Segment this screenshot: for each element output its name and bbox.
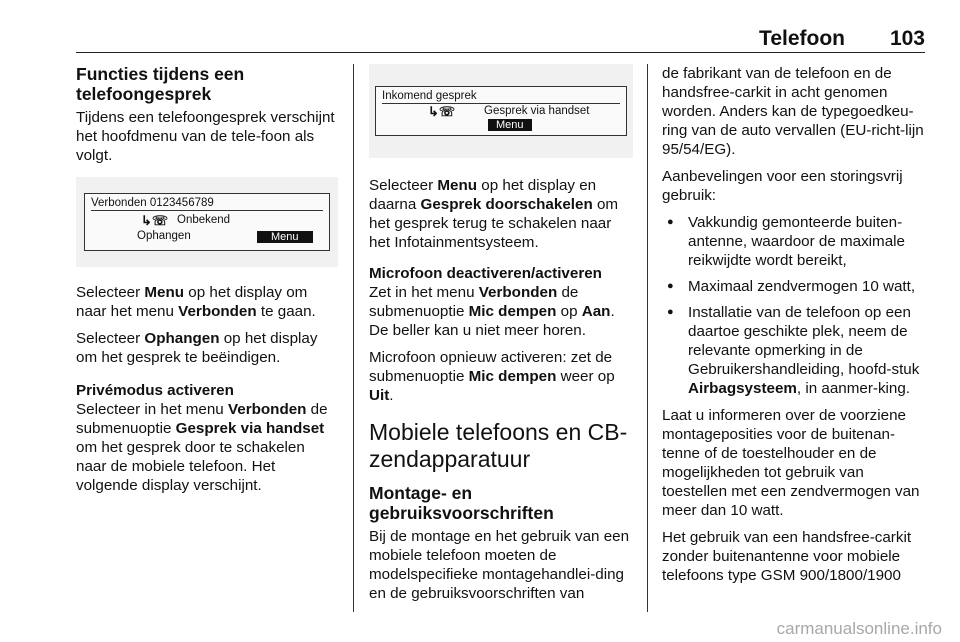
display-screen [375,86,627,136]
page-header [76,22,925,53]
section-title: Mobiele telefoons en CB-zendapparatuur [369,419,628,472]
paragraph: Aanbevelingen voor een storingsvrij gebruik: [662,168,903,204]
list-item: ● Installatie van de telefoon op een daartoe geschikte plek, neem de relevante opmerking in de Gebruikershandleiding, hoofd-stuk Airbagsysteem, in aanmer-king. [662,303,928,398]
recommendation-list [662,213,928,398]
paragraph: Selecteer Menu op het display en daarna Gesprek doorschakelen om het gesprek terug te schakelen naar het Infotainmentsysteem. [369,177,619,251]
display-title: Verbonden 0123456789 [91,197,323,211]
paragraph: Het gebruik van een handsfree-carkit zonder buitenantenne voor mobiele telefoons type GSM 900/1800/1900 [662,529,912,584]
display-screen [84,193,330,251]
watermark-text: carmanualsonline.info [776,619,942,638]
section-heading: Functies tijdens een telefoongesprek [76,64,245,104]
display-menu-button: Menu [257,231,313,243]
display-handset-option: Gesprek via handset [484,105,590,117]
paragraph: Tijdens een telefoongesprek verschijnt het hoofdmenu van de tele-foon als volgt. [76,109,335,164]
phone-transfer-icon: ↳☏ [428,104,456,119]
paragraph: Selecteer Menu op het display om naar het menu Verbonden te gaan. [76,284,316,320]
paragraph: Microfoon opnieuw activeren: zet de submenuoptie Mic dempen weer op Uit. [369,349,615,404]
display-illustration-incoming [369,64,633,158]
column-divider [353,64,354,612]
column-1 [76,64,338,503]
phone-transfer-icon: ↳☏ [141,213,169,228]
section-heading: Montage- en gebruiksvoorschriften [369,483,554,523]
list-item: ● Maximaal zendvermogen 10 watt, [662,277,928,296]
page-number: 103 [889,27,925,50]
display-title: Inkomend gesprek [382,90,620,104]
display-caller: Onbekend [177,214,231,226]
paragraph: Selecteer in het menu Verbonden de submenuoptie Gesprek via handset om het gesprek door te schakelen naar de mobiele telefoon. Het volgende display verschijnt. [76,401,328,494]
display-illustration-connected [76,177,338,267]
subheading: Microfoon deactiveren/activeren [369,265,602,282]
column-3 [662,64,928,593]
chapter-title: Telefoon [759,27,845,50]
subheading: Privémodus activeren [76,382,234,399]
paragraph: de fabrikant van de telefoon en de handsfree-carkit in acht genomen worden. Anders kan de typegoedkeu-ring van de auto vervallen (EU-richt-lijn 95/54/EG). [662,65,924,158]
display-menu-button: Menu [488,119,532,131]
paragraph: Selecteer Ophangen op het display om het gesprek te beëindigen. [76,330,318,366]
paragraph: Zet in het menu Verbonden de submenuoptie Mic dempen op Aan. De beller kan u niet meer horen. [369,284,615,339]
column-2 [369,64,633,611]
list-item: ● Vakkundig gemonteerde buiten-antenne, waardoor de maximale reikwijdte wordt bereikt, [662,213,928,270]
paragraph: Bij de montage en het gebruik van een mobiele telefoon moeten de modelspecifieke montagehandlei-ding en de gebruiksvoorschriften van [369,528,630,602]
column-divider [647,64,648,612]
paragraph: Laat u informeren over de voorziene montageposities voor de buitenan-tenne of de toestelhouder en de mogelijkheden tot gebruik van toestellen met een zendvermogen van meer dan 10 watt. [662,407,920,519]
display-hangup-option: Ophangen [137,230,191,242]
